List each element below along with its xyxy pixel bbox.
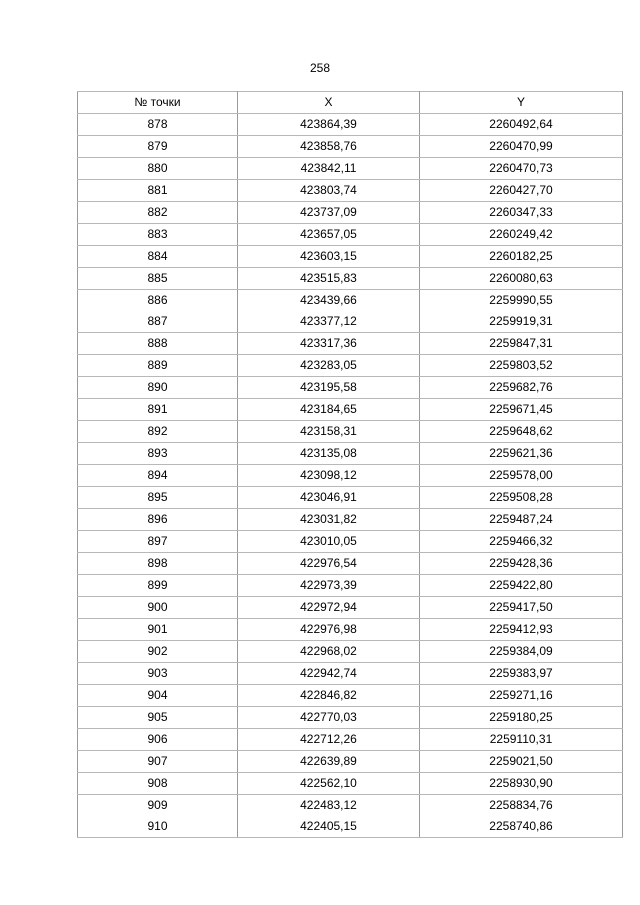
- cell-x: 423158,31: [238, 421, 420, 443]
- cell-y: 2260080,63: [420, 268, 623, 290]
- cell-y: 2259466,32: [420, 531, 623, 553]
- cell-x: 423317,36: [238, 333, 420, 355]
- cell-point-number: 890: [78, 377, 238, 399]
- cell-y: 2258930,90: [420, 773, 623, 795]
- cell-point-number: 905: [78, 707, 238, 729]
- table-row: [78, 619, 623, 641]
- cell-point-number: 908: [78, 773, 238, 795]
- cell-x: 422976,98: [238, 619, 420, 641]
- table-row: [78, 290, 623, 312]
- table-row: [78, 509, 623, 531]
- cell-y: 2259110,31: [420, 729, 623, 751]
- table-row: [78, 421, 623, 443]
- column-header-y: Y: [420, 92, 623, 114]
- cell-y: 2259682,76: [420, 377, 623, 399]
- cell-point-number: 882: [78, 202, 238, 224]
- cell-point-number: 885: [78, 268, 238, 290]
- table-row: [78, 246, 623, 268]
- cell-point-number: 878: [78, 114, 238, 136]
- cell-y: 2259508,28: [420, 487, 623, 509]
- cell-y: 2258834,76: [420, 795, 623, 817]
- table-row: [78, 355, 623, 377]
- cell-x: 423439,66: [238, 290, 420, 312]
- cell-x: 422972,94: [238, 597, 420, 619]
- coordinates-table: [77, 91, 623, 838]
- table-row: [78, 465, 623, 487]
- cell-y: 2259021,50: [420, 751, 623, 773]
- column-header-point-number: № точки: [78, 92, 238, 114]
- cell-x: 423657,05: [238, 224, 420, 246]
- cell-x: 422562,10: [238, 773, 420, 795]
- table-row: [78, 333, 623, 355]
- cell-point-number: 900: [78, 597, 238, 619]
- cell-x: 422483,12: [238, 795, 420, 817]
- table-row: [78, 399, 623, 421]
- cell-x: 422942,74: [238, 663, 420, 685]
- cell-x: 422712,26: [238, 729, 420, 751]
- cell-x: 423046,91: [238, 487, 420, 509]
- cell-point-number: 898: [78, 553, 238, 575]
- table-row: [78, 136, 623, 158]
- table-row: [78, 531, 623, 553]
- cell-y: 2259621,36: [420, 443, 623, 465]
- cell-y: 2259648,62: [420, 421, 623, 443]
- cell-y: 2259428,36: [420, 553, 623, 575]
- cell-point-number: 886: [78, 290, 238, 312]
- cell-x: 423858,76: [238, 136, 420, 158]
- cell-point-number: 902: [78, 641, 238, 663]
- cell-y: 2259271,16: [420, 685, 623, 707]
- cell-x: 423184,65: [238, 399, 420, 421]
- cell-y: 2260492,64: [420, 114, 623, 136]
- cell-point-number: 909: [78, 795, 238, 817]
- cell-y: 2259847,31: [420, 333, 623, 355]
- cell-x: 423010,05: [238, 531, 420, 553]
- cell-x: 422976,54: [238, 553, 420, 575]
- table-row: [78, 685, 623, 707]
- table-row: [78, 773, 623, 795]
- cell-point-number: 888: [78, 333, 238, 355]
- cell-point-number: 906: [78, 729, 238, 751]
- cell-y: 2260249,42: [420, 224, 623, 246]
- table-row: [78, 575, 623, 597]
- cell-y: 2259487,24: [420, 509, 623, 531]
- table-row: [78, 114, 623, 136]
- cell-point-number: 892: [78, 421, 238, 443]
- cell-x: 423195,58: [238, 377, 420, 399]
- table-row: [78, 597, 623, 619]
- cell-y: 2259919,31: [420, 311, 623, 333]
- cell-x: 422770,03: [238, 707, 420, 729]
- cell-point-number: 881: [78, 180, 238, 202]
- cell-x: 423031,82: [238, 509, 420, 531]
- table-row: [78, 443, 623, 465]
- cell-y: 2259180,25: [420, 707, 623, 729]
- cell-x: 423283,05: [238, 355, 420, 377]
- cell-y: 2259384,09: [420, 641, 623, 663]
- table-row: [78, 487, 623, 509]
- cell-point-number: 880: [78, 158, 238, 180]
- cell-point-number: 884: [78, 246, 238, 268]
- cell-point-number: 899: [78, 575, 238, 597]
- cell-x: 422968,02: [238, 641, 420, 663]
- cell-point-number: 901: [78, 619, 238, 641]
- cell-x: 423135,08: [238, 443, 420, 465]
- cell-point-number: 879: [78, 136, 238, 158]
- cell-x: 423803,74: [238, 180, 420, 202]
- cell-x: 423515,83: [238, 268, 420, 290]
- cell-point-number: 896: [78, 509, 238, 531]
- cell-point-number: 894: [78, 465, 238, 487]
- cell-y: 2260347,33: [420, 202, 623, 224]
- cell-y: 2259412,93: [420, 619, 623, 641]
- table-row: [78, 158, 623, 180]
- cell-y: 2260470,99: [420, 136, 623, 158]
- column-header-x: X: [238, 92, 420, 114]
- cell-x: 423842,11: [238, 158, 420, 180]
- cell-x: 423737,09: [238, 202, 420, 224]
- table-row: [78, 268, 623, 290]
- cell-x: 422973,39: [238, 575, 420, 597]
- cell-point-number: 907: [78, 751, 238, 773]
- cell-x: 422639,89: [238, 751, 420, 773]
- table-row: [78, 707, 623, 729]
- table-row: [78, 202, 623, 224]
- cell-point-number: 895: [78, 487, 238, 509]
- table-row: [78, 751, 623, 773]
- cell-point-number: 893: [78, 443, 238, 465]
- cell-point-number: 887: [78, 311, 238, 333]
- cell-x: 423864,39: [238, 114, 420, 136]
- table-row: [78, 641, 623, 663]
- cell-y: 2259990,55: [420, 290, 623, 312]
- cell-x: 423603,15: [238, 246, 420, 268]
- page-number: 258: [309, 61, 331, 75]
- cell-x: 422405,15: [238, 816, 420, 838]
- cell-y: 2259422,80: [420, 575, 623, 597]
- cell-point-number: 904: [78, 685, 238, 707]
- table-row: [78, 180, 623, 202]
- cell-point-number: 883: [78, 224, 238, 246]
- cell-y: 2259417,50: [420, 597, 623, 619]
- cell-x: 422846,82: [238, 685, 420, 707]
- cell-y: 2259671,45: [420, 399, 623, 421]
- cell-x: 423377,12: [238, 311, 420, 333]
- table-row: [78, 224, 623, 246]
- table-row: [78, 311, 623, 333]
- table-row: [78, 729, 623, 751]
- cell-y: 2260182,25: [420, 246, 623, 268]
- table-row: [78, 553, 623, 575]
- cell-point-number: 891: [78, 399, 238, 421]
- table-row: [78, 663, 623, 685]
- table-row: [78, 377, 623, 399]
- cell-y: 2260427,70: [420, 180, 623, 202]
- table-header-row: [78, 92, 623, 114]
- cell-x: 423098,12: [238, 465, 420, 487]
- table-body: [78, 114, 623, 838]
- cell-point-number: 903: [78, 663, 238, 685]
- cell-y: 2259578,00: [420, 465, 623, 487]
- cell-y: 2260470,73: [420, 158, 623, 180]
- table-row: [78, 795, 623, 817]
- table-row: [78, 816, 623, 838]
- cell-point-number: 910: [78, 816, 238, 838]
- cell-y: 2259803,52: [420, 355, 623, 377]
- cell-point-number: 897: [78, 531, 238, 553]
- cell-point-number: 889: [78, 355, 238, 377]
- cell-y: 2259383,97: [420, 663, 623, 685]
- cell-y: 2258740,86: [420, 816, 623, 838]
